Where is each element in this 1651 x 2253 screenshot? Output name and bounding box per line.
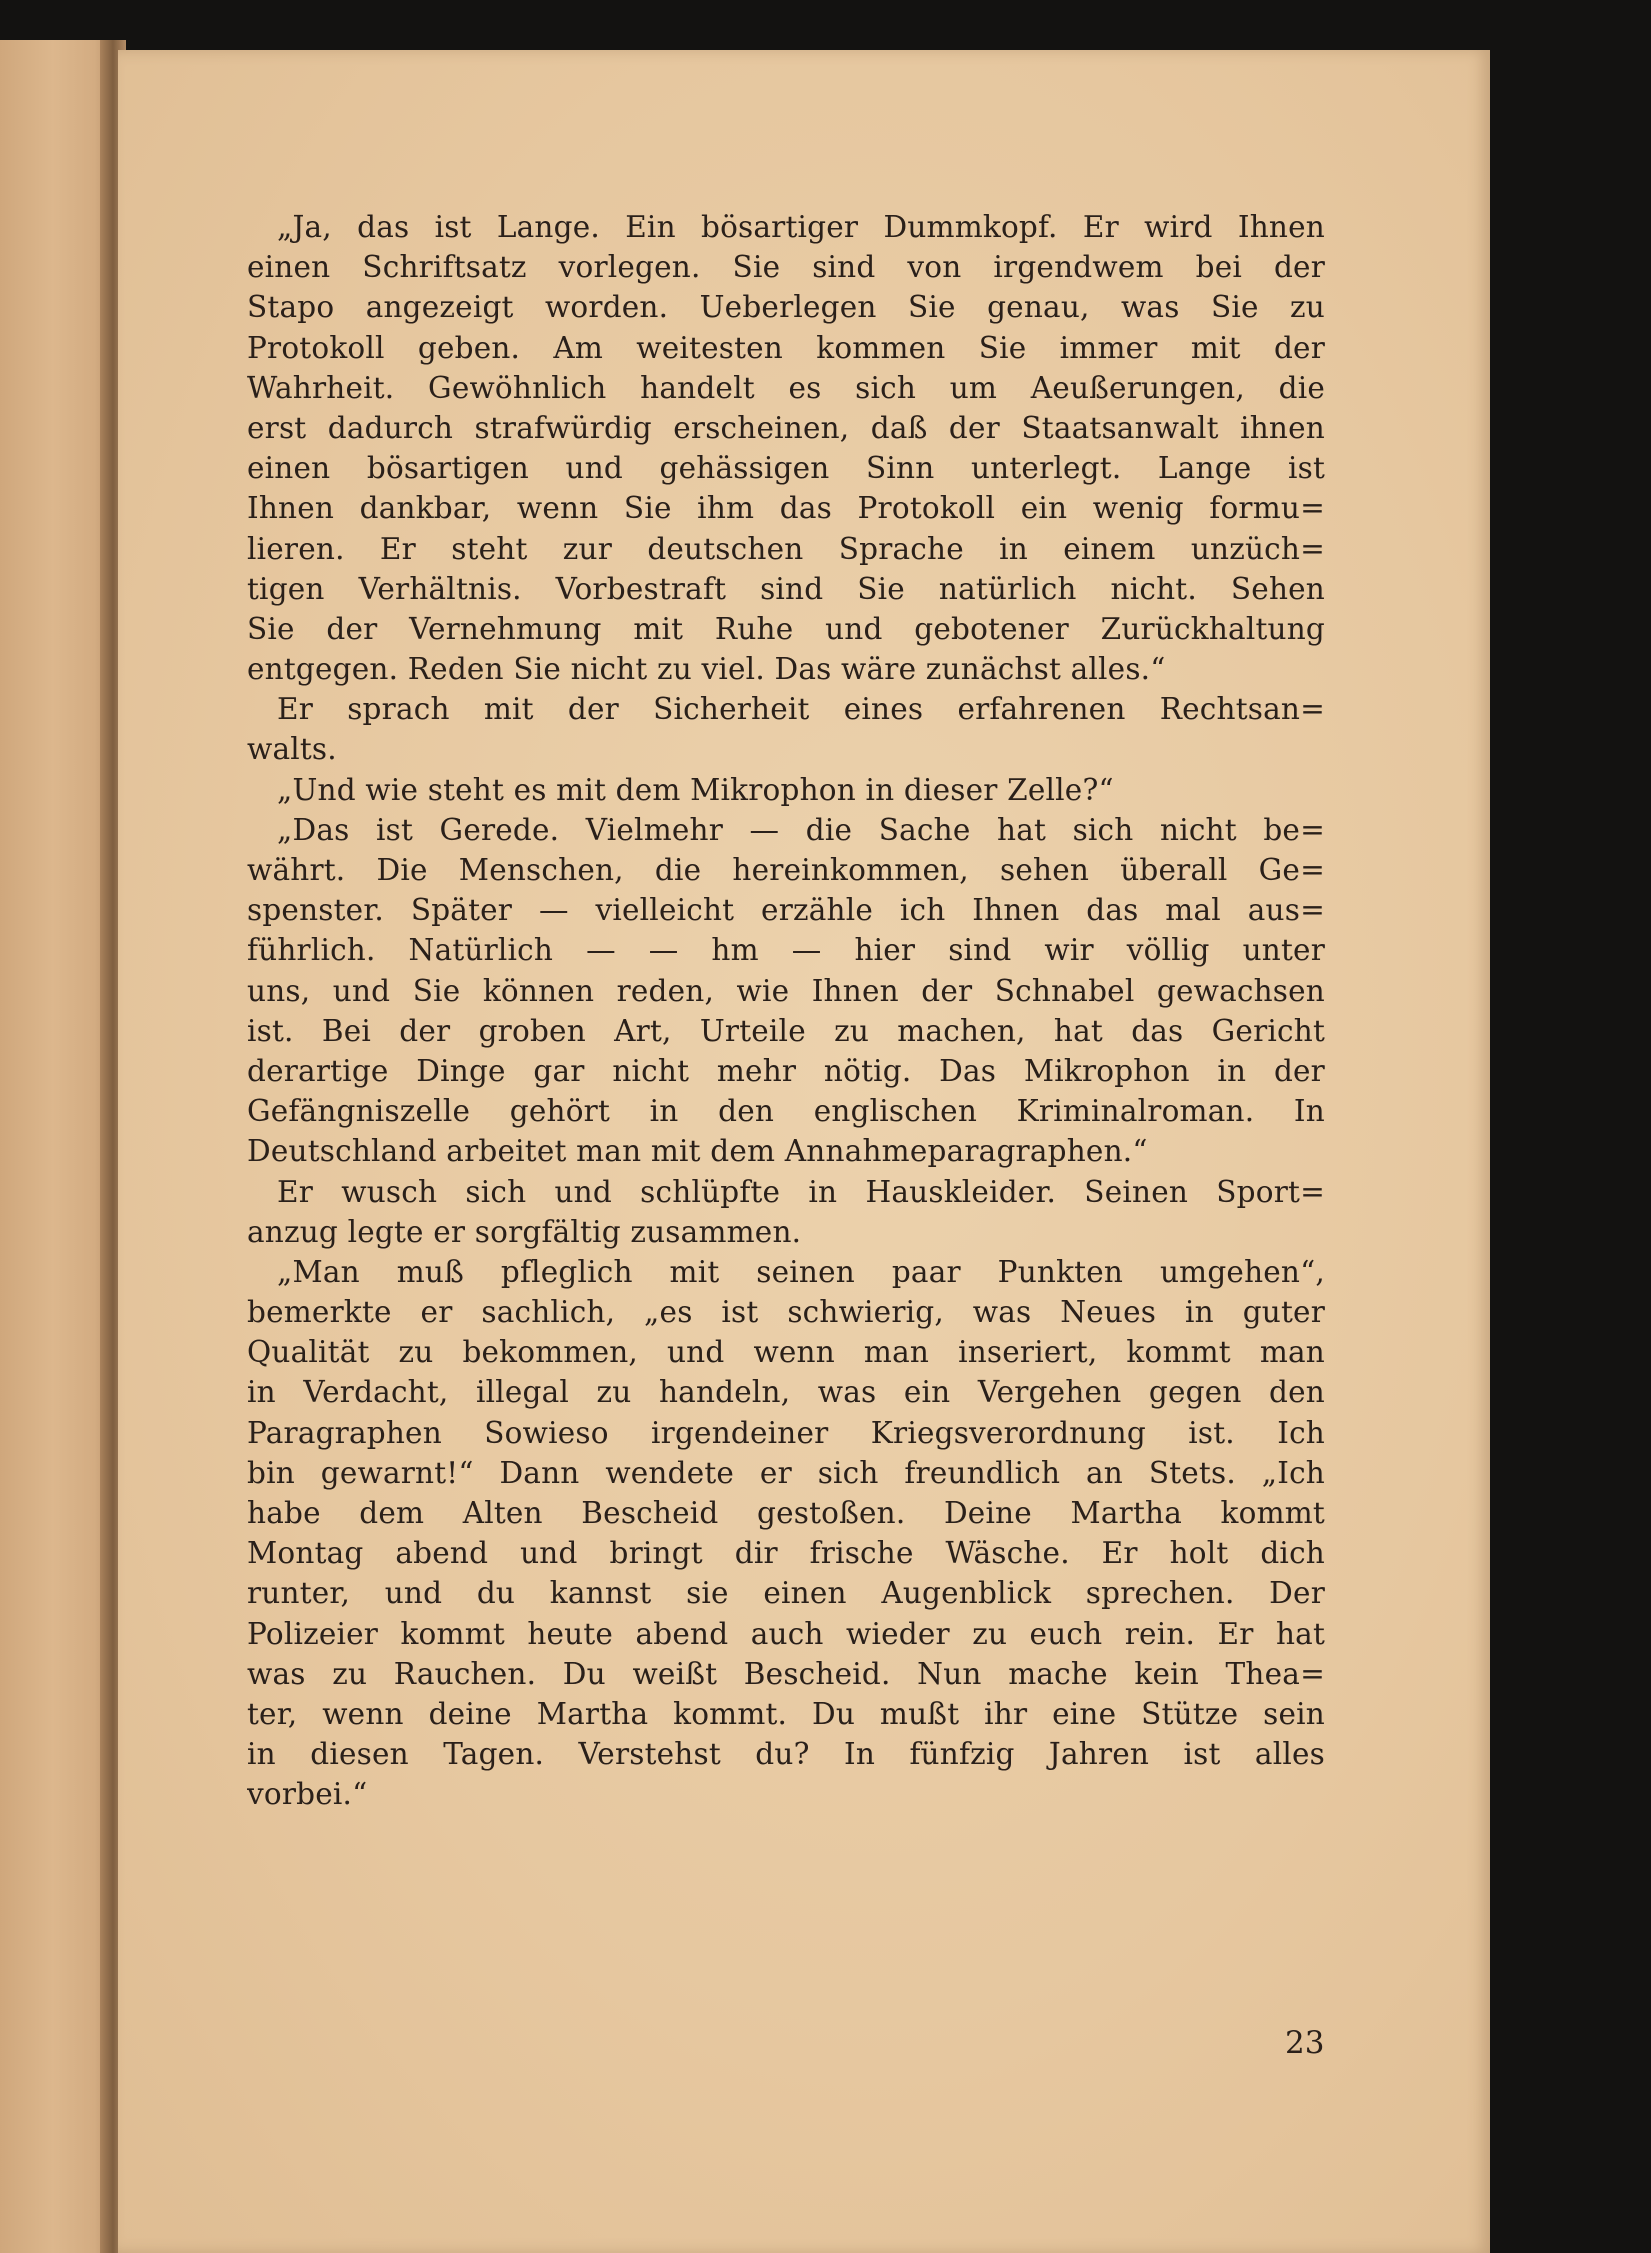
text-line: walts. (247, 732, 337, 767)
text-line: bemerkte er sachlich, „es ist schwierig, was Neues in guter (247, 1295, 1325, 1330)
text-line: „Ja, das ist Lange. Ein bösartiger Dummkopf. Er wird Ihnen (277, 210, 1325, 244)
text-line: spenster. Später — vielleicht erzähle ich Ihnen das mal aus= (247, 893, 1325, 928)
text-line: runter, und du kannst sie einen Augenblick sprechen. Der (247, 1576, 1325, 1611)
text-line: entgegen. Reden Sie nicht zu viel. Das wäre zunächst alles.“ (247, 652, 1166, 687)
text-line: währt. Die Menschen, die hereinkommen, sehen überall Ge= (247, 853, 1325, 887)
text-line: Protokoll geben. Am weitesten kommen Sie immer mit der (247, 330, 1325, 365)
text-line: anzug legte er sorgfältig zusammen. (247, 1214, 802, 1249)
text-line: Ihnen dankbar, wenn Sie ihm das Protokoll ein wenig formu= (247, 491, 1325, 526)
text-line: lieren. Er steht zur deutschen Sprache in einem unzüch= (247, 531, 1325, 566)
text-line: „Und wie steht es mit dem Mikrophon in dieser Zelle?“ (277, 772, 1114, 807)
text-line: Paragraphen Sowieso irgendeiner Kriegsverordnung ist. Ich (247, 1415, 1325, 1450)
text-line: „Man muß pfleglich mit seinen paar Punkten umgehen“, (277, 1254, 1325, 1289)
text-line: Er sprach mit der Sicherheit eines erfahrenen Rechtsan= (277, 692, 1325, 727)
text-line: in diesen Tagen. Verstehst du? In fünfzig Jahren ist alles (247, 1737, 1325, 1772)
text-line: Wahrheit. Gewöhnlich handelt es sich um Aeußerungen, die (247, 370, 1325, 405)
text-line: führlich. Natürlich — — hm — hier sind wir völlig unter (247, 933, 1325, 968)
text-line: ter, wenn deine Martha kommt. Du mußt ihr eine Stütze sein (247, 1696, 1325, 1731)
text-line: einen Schriftsatz vorlegen. Sie sind von irgendwem bei der (247, 250, 1325, 285)
text-line: einen bösartigen und gehässigen Sinn unterlegt. Lange ist (247, 451, 1325, 486)
text-line: Er wusch sich und schlüpfte in Hauskleider. Seinen Sport= (277, 1174, 1325, 1209)
text-line: Sie der Vernehmung mit Ruhe und gebotener Zurückhaltung (247, 611, 1325, 646)
page-body-text (247, 207, 1325, 1815)
page-number: 23 (1285, 2025, 1325, 2061)
text-line: Qualität zu bekommen, und wenn man inseriert, kommt man (247, 1335, 1325, 1370)
text-line: was zu Rauchen. Du weißt Bescheid. Nun mache kein Thea= (247, 1656, 1325, 1691)
text-line: Gefängniszelle gehört in den englischen Kriminalroman. In (247, 1094, 1325, 1129)
text-line: vorbei.“ (247, 1777, 368, 1812)
text-line: ist. Bei der groben Art, Urteile zu machen, hat das Gericht (247, 1013, 1325, 1048)
text-line: „Das ist Gerede. Vielmehr — die Sache hat sich nicht be= (277, 812, 1325, 847)
text-line: Polizeier kommt heute abend auch wieder zu euch rein. Er hat (247, 1616, 1325, 1651)
text-line: habe dem Alten Bescheid gestoßen. Deine Martha kommt (247, 1496, 1325, 1530)
text-line: Montag abend und bringt dir frische Wäsche. Er holt dich (247, 1536, 1325, 1571)
text-line: Deutschland arbeitet man mit dem Annahmeparagraphen.“ (247, 1134, 1148, 1169)
text-line: Stapo angezeigt worden. Ueberlegen Sie genau, was Sie zu (247, 290, 1325, 325)
text-line: in Verdacht, illegal zu handeln, was ein Vergehen gegen den (247, 1375, 1325, 1410)
text-line: erst dadurch strafwürdig erscheinen, daß der Staatsanwalt ihnen (247, 410, 1325, 445)
text-line: tigen Verhältnis. Vorbestraft sind Sie natürlich nicht. Sehen (247, 571, 1325, 606)
text-line: bin gewarnt!“ Dann wendete er sich freundlich an Stets. „Ich (247, 1455, 1325, 1490)
text-line: uns, und Sie können reden, wie Ihnen der Schnabel gewachsen (247, 973, 1325, 1008)
text-line: derartige Dinge gar nicht mehr nötig. Das Mikrophon in der (247, 1053, 1325, 1088)
